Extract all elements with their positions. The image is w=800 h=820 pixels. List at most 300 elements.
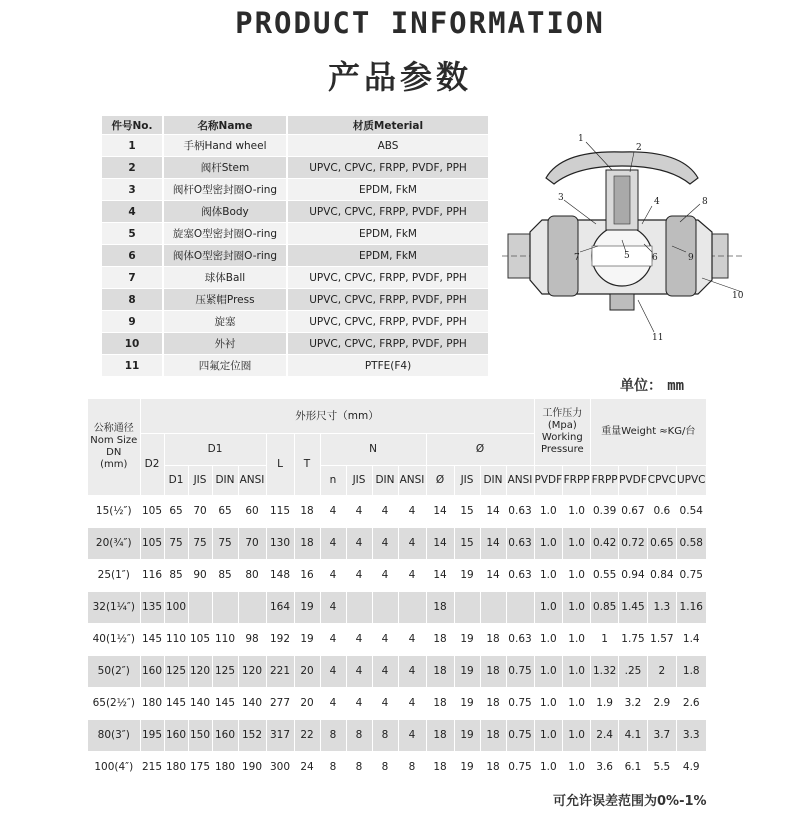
spec-cell: 125 — [212, 655, 238, 687]
spec-cell: 125 — [164, 655, 188, 687]
spec-cell: 16 — [294, 559, 320, 591]
spec-cell: 1.16 — [676, 591, 706, 623]
spec-cell: 0.39 — [591, 495, 619, 527]
spec-cell: 4 — [346, 495, 372, 527]
spec-cell: 8 — [320, 719, 346, 751]
spec-cell: 60 — [238, 495, 266, 527]
spec-table — [88, 399, 707, 784]
spec-cell: 4 — [398, 495, 426, 527]
parts-header-material: 材质Meterial — [287, 116, 489, 135]
spec-cell: 180 — [140, 687, 164, 719]
spec-cell: 4 — [398, 559, 426, 591]
spec-cell — [480, 591, 506, 623]
spec-cell: 1.75 — [619, 623, 648, 655]
spec-cell: 19 — [454, 719, 480, 751]
parts-cell-no: 11 — [102, 355, 163, 377]
spec-cell: 18 — [426, 719, 454, 751]
spec-row — [88, 687, 706, 719]
spec-header-dimensions: 外形尺寸（mm） — [140, 399, 534, 433]
spec-cell: 19 — [454, 751, 480, 783]
spec-cell: 4.9 — [676, 751, 706, 783]
spec-cell: 4 — [320, 495, 346, 527]
spec-header-pressure: 工作压力 (Mpa) Working Pressure — [534, 399, 591, 465]
spec-cell: 1.32 — [591, 655, 619, 687]
spec-cell: 5.5 — [647, 751, 676, 783]
parts-header-no: 件号No. — [102, 116, 163, 135]
spec-cell: 0.72 — [619, 527, 648, 559]
spec-cell: 8 — [346, 751, 372, 783]
parts-header-name: 名称Name — [163, 116, 287, 135]
parts-cell-no: 7 — [102, 267, 163, 289]
spec-cell: 4 — [346, 527, 372, 559]
parts-cell-name: 阀杆O型密封圈O-ring — [163, 179, 287, 201]
spec-cell: 160 — [212, 719, 238, 751]
spec-cell: 0.84 — [647, 559, 676, 591]
spec-cell: 180 — [212, 751, 238, 783]
spec-subheader: UPVC — [676, 465, 706, 495]
spec-cell: 90 — [188, 559, 212, 591]
spec-subheader: D1 — [164, 465, 188, 495]
spec-cell: 8 — [320, 751, 346, 783]
diagram-label-1: 1 — [578, 134, 584, 144]
parts-row — [102, 355, 489, 377]
spec-subheader: PVDF — [534, 465, 563, 495]
spec-cell: 1.0 — [534, 751, 563, 783]
parts-cell-no: 1 — [102, 135, 163, 157]
spec-cell-size: 65(2½″) — [88, 687, 140, 719]
diagram-label-4: 4 — [654, 197, 660, 207]
parts-cell-material: EPDM, FkM — [287, 223, 489, 245]
diagram-label-8: 8 — [702, 197, 708, 207]
spec-cell: 140 — [188, 687, 212, 719]
spec-cell: 4 — [372, 623, 398, 655]
spec-cell: 1.0 — [563, 623, 591, 655]
spec-cell: 150 — [188, 719, 212, 751]
parts-cell-name: 阀体Body — [163, 201, 287, 223]
spec-cell: 300 — [266, 751, 294, 783]
spec-cell: 190 — [238, 751, 266, 783]
diagram-label-6: 6 — [652, 253, 658, 263]
spec-cell: 1.8 — [676, 655, 706, 687]
spec-header-row-1 — [88, 399, 706, 433]
spec-cell: 1.0 — [534, 559, 563, 591]
spec-cell: 14 — [480, 495, 506, 527]
spec-cell-size: 40(1½″) — [88, 623, 140, 655]
spec-subheader: PVDF — [619, 465, 648, 495]
parts-cell-no: 3 — [102, 179, 163, 201]
spec-cell: 180 — [164, 751, 188, 783]
parts-row — [102, 179, 489, 201]
spec-cell: 19 — [454, 655, 480, 687]
spec-cell: 18 — [426, 591, 454, 623]
spec-cell: 19 — [454, 559, 480, 591]
spec-cell: 2.4 — [591, 719, 619, 751]
spec-cell: 14 — [426, 527, 454, 559]
parts-cell-no: 10 — [102, 333, 163, 355]
parts-cell-no: 8 — [102, 289, 163, 311]
spec-subheader: CPVC — [647, 465, 676, 495]
spec-cell: 1.0 — [563, 559, 591, 591]
spec-header-row-3 — [88, 465, 706, 495]
spec-cell: 0.58 — [676, 527, 706, 559]
spec-cell: 0.63 — [506, 527, 534, 559]
spec-cell: 75 — [212, 527, 238, 559]
spec-cell: 277 — [266, 687, 294, 719]
spec-cell: 70 — [238, 527, 266, 559]
spec-cell: 3.6 — [591, 751, 619, 783]
spec-cell: 4 — [346, 655, 372, 687]
spec-cell: 1.0 — [563, 719, 591, 751]
spec-cell: 8 — [346, 719, 372, 751]
spec-cell: 18 — [480, 751, 506, 783]
spec-row — [88, 591, 706, 623]
parts-row — [102, 311, 489, 333]
spec-cell: 2.9 — [647, 687, 676, 719]
spec-cell: 1.0 — [563, 591, 591, 623]
spec-cell: 1.0 — [534, 495, 563, 527]
spec-cell: 85 — [164, 559, 188, 591]
spec-cell: 18 — [480, 655, 506, 687]
diagram-label-3: 3 — [558, 193, 564, 203]
spec-cell: 215 — [140, 751, 164, 783]
spec-cell: 65 — [212, 495, 238, 527]
parts-cell-material: UPVC, CPVC, FRPP, PVDF, PPH — [287, 157, 489, 179]
spec-header-weight: 重量Weight ≈KG/台 — [591, 399, 706, 465]
spec-cell: 18 — [426, 687, 454, 719]
spec-cell: 18 — [426, 655, 454, 687]
spec-cell — [372, 591, 398, 623]
parts-cell-no: 5 — [102, 223, 163, 245]
spec-cell: 120 — [238, 655, 266, 687]
spec-cell: 6.1 — [619, 751, 648, 783]
unit-value: mm — [667, 378, 685, 394]
spec-cell: 4 — [320, 527, 346, 559]
spec-cell: 1.0 — [563, 527, 591, 559]
spec-cell: 4 — [372, 687, 398, 719]
spec-cell: 4 — [320, 655, 346, 687]
spec-cell: 195 — [140, 719, 164, 751]
spec-subheader: ANSI — [238, 465, 266, 495]
spec-cell-size: 15(½″) — [88, 495, 140, 527]
parts-row — [102, 289, 489, 311]
title-chinese: 产品参数 — [327, 58, 472, 96]
parts-cell-material: UPVC, CPVC, FRPP, PVDF, PPH — [287, 333, 489, 355]
spec-cell: 4 — [320, 559, 346, 591]
spec-cell-size: 25(1″) — [88, 559, 140, 591]
spec-cell: 175 — [188, 751, 212, 783]
spec-cell: 24 — [294, 751, 320, 783]
spec-cell: 4 — [398, 527, 426, 559]
parts-row — [102, 223, 489, 245]
spec-cell: 15 — [454, 527, 480, 559]
spec-cell: 4.1 — [619, 719, 648, 751]
parts-cell-name: 手柄Hand wheel — [163, 135, 287, 157]
spec-cell: 130 — [266, 527, 294, 559]
spec-cell: 4 — [398, 655, 426, 687]
spec-row — [88, 719, 706, 751]
spec-cell: 4 — [320, 687, 346, 719]
spec-cell-size: 100(4″) — [88, 751, 140, 783]
spec-cell — [346, 591, 372, 623]
spec-subheader: FRPP — [591, 465, 619, 495]
spec-cell: 1.3 — [647, 591, 676, 623]
spec-row — [88, 527, 706, 559]
parts-cell-name: 旋塞O型密封圈O-ring — [163, 223, 287, 245]
spec-cell: 4 — [346, 559, 372, 591]
spec-cell — [398, 591, 426, 623]
parts-cell-name: 压紧帽Press — [163, 289, 287, 311]
spec-cell: 1.0 — [563, 655, 591, 687]
parts-row — [102, 157, 489, 179]
spec-subheader: JIS — [346, 465, 372, 495]
spec-cell: 0.6 — [647, 495, 676, 527]
spec-cell — [454, 591, 480, 623]
parts-cell-material: ABS — [287, 135, 489, 157]
spec-cell: 65 — [164, 495, 188, 527]
spec-cell: 2 — [647, 655, 676, 687]
valve-cross-section-diagram — [502, 128, 760, 350]
parts-cell-no: 4 — [102, 201, 163, 223]
spec-cell: 8 — [372, 751, 398, 783]
spec-subheader: DIN — [480, 465, 506, 495]
spec-cell: 145 — [212, 687, 238, 719]
spec-cell: 152 — [238, 719, 266, 751]
spec-cell: 4 — [398, 623, 426, 655]
spec-cell: 1.0 — [563, 495, 591, 527]
spec-cell: 18 — [426, 623, 454, 655]
spec-cell: 15 — [454, 495, 480, 527]
spec-subheader: JIS — [188, 465, 212, 495]
spec-cell: 0.42 — [591, 527, 619, 559]
spec-header-n: N — [320, 433, 426, 465]
spec-header-d2: D2 — [140, 433, 164, 495]
spec-cell: 120 — [188, 655, 212, 687]
spec-cell: 1 — [591, 623, 619, 655]
spec-cell: 4 — [398, 719, 426, 751]
spec-cell: 8 — [398, 751, 426, 783]
spec-subheader: n — [320, 465, 346, 495]
spec-cell: 0.75 — [506, 719, 534, 751]
spec-cell: 0.85 — [591, 591, 619, 623]
spec-cell-size: 50(2″) — [88, 655, 140, 687]
tolerance-note: 可允许误差范围为0%-1% — [553, 794, 707, 809]
spec-cell: 192 — [266, 623, 294, 655]
spec-cell: 0.94 — [619, 559, 648, 591]
spec-cell: 4 — [320, 623, 346, 655]
spec-cell: 0.63 — [506, 559, 534, 591]
spec-cell — [212, 591, 238, 623]
spec-cell: 3.3 — [676, 719, 706, 751]
spec-cell: 1.0 — [534, 687, 563, 719]
spec-cell: 1.0 — [534, 623, 563, 655]
spec-cell: 4 — [372, 495, 398, 527]
title-english: PRODUCT INFORMATION — [235, 6, 605, 40]
spec-cell: 0.63 — [506, 623, 534, 655]
spec-cell: 22 — [294, 719, 320, 751]
spec-row — [88, 495, 706, 527]
spec-cell: 75 — [164, 527, 188, 559]
spec-cell: 4 — [398, 687, 426, 719]
spec-cell-size: 80(3″) — [88, 719, 140, 751]
spec-cell: 3.7 — [647, 719, 676, 751]
spec-cell: 0.75 — [506, 655, 534, 687]
spec-cell: 75 — [188, 527, 212, 559]
spec-header-phi: Ø — [426, 433, 534, 465]
parts-cell-material: UPVC, CPVC, FRPP, PVDF, PPH — [287, 311, 489, 333]
parts-table — [102, 116, 490, 377]
parts-cell-name: 外衬 — [163, 333, 287, 355]
diagram-label-7: 7 — [574, 253, 580, 263]
parts-header-row — [102, 116, 489, 135]
spec-cell: 80 — [238, 559, 266, 591]
spec-cell: 0.54 — [676, 495, 706, 527]
parts-row — [102, 201, 489, 223]
parts-cell-material: EPDM, FkM — [287, 245, 489, 267]
spec-cell: 85 — [212, 559, 238, 591]
spec-row — [88, 559, 706, 591]
spec-header-l: L — [266, 433, 294, 495]
spec-cell: 160 — [164, 719, 188, 751]
parts-cell-material: PTFE(F4) — [287, 355, 489, 377]
spec-cell: 3.2 — [619, 687, 648, 719]
spec-cell: 4 — [372, 655, 398, 687]
spec-cell: 160 — [140, 655, 164, 687]
parts-row — [102, 267, 489, 289]
spec-row — [88, 623, 706, 655]
spec-subheader: DIN — [372, 465, 398, 495]
spec-cell: 0.55 — [591, 559, 619, 591]
spec-cell: 1.0 — [534, 591, 563, 623]
spec-cell: 19 — [454, 623, 480, 655]
spec-cell: 2.6 — [676, 687, 706, 719]
spec-subheader: ANSI — [398, 465, 426, 495]
parts-cell-no: 9 — [102, 311, 163, 333]
spec-cell: 18 — [294, 527, 320, 559]
parts-cell-name: 阀体O型密封圈O-ring — [163, 245, 287, 267]
spec-cell: 14 — [480, 527, 506, 559]
parts-cell-material: UPVC, CPVC, FRPP, PVDF, PPH — [287, 289, 489, 311]
parts-cell-material: EPDM, FkM — [287, 179, 489, 201]
spec-cell-size: 32(1¼″) — [88, 591, 140, 623]
spec-cell: 4 — [320, 591, 346, 623]
spec-cell — [506, 591, 534, 623]
spec-header-nominal: 公称通径 Nom Size DN (mm) — [88, 399, 140, 495]
spec-cell: 1.0 — [563, 687, 591, 719]
spec-cell: 0.75 — [676, 559, 706, 591]
spec-cell: 14 — [480, 559, 506, 591]
spec-cell: 20 — [294, 655, 320, 687]
spec-cell: 4 — [372, 559, 398, 591]
spec-cell: 110 — [164, 623, 188, 655]
diagram-label-10: 10 — [732, 291, 744, 301]
spec-cell: 0.65 — [647, 527, 676, 559]
parts-row — [102, 135, 489, 157]
spec-cell: 0.75 — [506, 687, 534, 719]
spec-cell: 148 — [266, 559, 294, 591]
diagram-label-5: 5 — [624, 251, 630, 261]
parts-row — [102, 245, 489, 267]
spec-cell-size: 20(¾″) — [88, 527, 140, 559]
diagram-label-11: 11 — [652, 333, 664, 343]
spec-cell: 105 — [188, 623, 212, 655]
spec-cell: 116 — [140, 559, 164, 591]
spec-cell: 18 — [426, 751, 454, 783]
spec-cell: 110 — [212, 623, 238, 655]
spec-cell: 18 — [480, 623, 506, 655]
spec-cell: 18 — [294, 495, 320, 527]
unit-label — [620, 375, 684, 395]
spec-cell: 20 — [294, 687, 320, 719]
spec-cell: 115 — [266, 495, 294, 527]
spec-row — [88, 751, 706, 783]
parts-cell-material: UPVC, CPVC, FRPP, PVDF, PPH — [287, 201, 489, 223]
spec-cell: 18 — [480, 719, 506, 751]
spec-cell: 105 — [140, 495, 164, 527]
spec-cell: 1.0 — [534, 719, 563, 751]
spec-subheader: JIS — [454, 465, 480, 495]
unit-prefix: 单位： — [620, 378, 662, 394]
diagram-label-9: 9 — [688, 253, 694, 263]
spec-cell: 1.0 — [534, 527, 563, 559]
spec-cell: 1.0 — [534, 655, 563, 687]
spec-cell: 4 — [346, 623, 372, 655]
spec-cell: 105 — [140, 527, 164, 559]
spec-cell: 19 — [454, 687, 480, 719]
spec-cell: 0.75 — [506, 751, 534, 783]
spec-cell: 14 — [426, 559, 454, 591]
spec-cell: 70 — [188, 495, 212, 527]
spec-cell: 221 — [266, 655, 294, 687]
spec-cell: 1.57 — [647, 623, 676, 655]
diagram-label-2: 2 — [636, 143, 642, 153]
parts-cell-material: UPVC, CPVC, FRPP, PVDF, PPH — [287, 267, 489, 289]
spec-cell: 1.45 — [619, 591, 648, 623]
spec-subheader: FRPP — [563, 465, 591, 495]
spec-subheader: DIN — [212, 465, 238, 495]
spec-cell: 4 — [346, 687, 372, 719]
spec-cell: 135 — [140, 591, 164, 623]
spec-cell: 8 — [372, 719, 398, 751]
spec-cell: 98 — [238, 623, 266, 655]
spec-cell: 140 — [238, 687, 266, 719]
spec-cell: 145 — [140, 623, 164, 655]
spec-cell: 145 — [164, 687, 188, 719]
parts-cell-name: 球体Ball — [163, 267, 287, 289]
spec-cell: 18 — [480, 687, 506, 719]
spec-cell — [188, 591, 212, 623]
spec-cell: 0.67 — [619, 495, 648, 527]
parts-cell-name: 旋塞 — [163, 311, 287, 333]
parts-row — [102, 333, 489, 355]
spec-cell: 4 — [372, 527, 398, 559]
spec-cell: 164 — [266, 591, 294, 623]
spec-header-t: T — [294, 433, 320, 495]
spec-subheader: ANSI — [506, 465, 534, 495]
spec-header-d1: D1 — [164, 433, 266, 465]
spec-cell: 100 — [164, 591, 188, 623]
spec-cell: 1.9 — [591, 687, 619, 719]
spec-cell: 14 — [426, 495, 454, 527]
spec-cell: 19 — [294, 591, 320, 623]
spec-subheader: Ø — [426, 465, 454, 495]
spec-cell: 0.63 — [506, 495, 534, 527]
parts-cell-name: 阀杆Stem — [163, 157, 287, 179]
spec-cell: 1.4 — [676, 623, 706, 655]
spec-cell: 317 — [266, 719, 294, 751]
spec-cell: 19 — [294, 623, 320, 655]
parts-cell-no: 2 — [102, 157, 163, 179]
spec-cell — [238, 591, 266, 623]
